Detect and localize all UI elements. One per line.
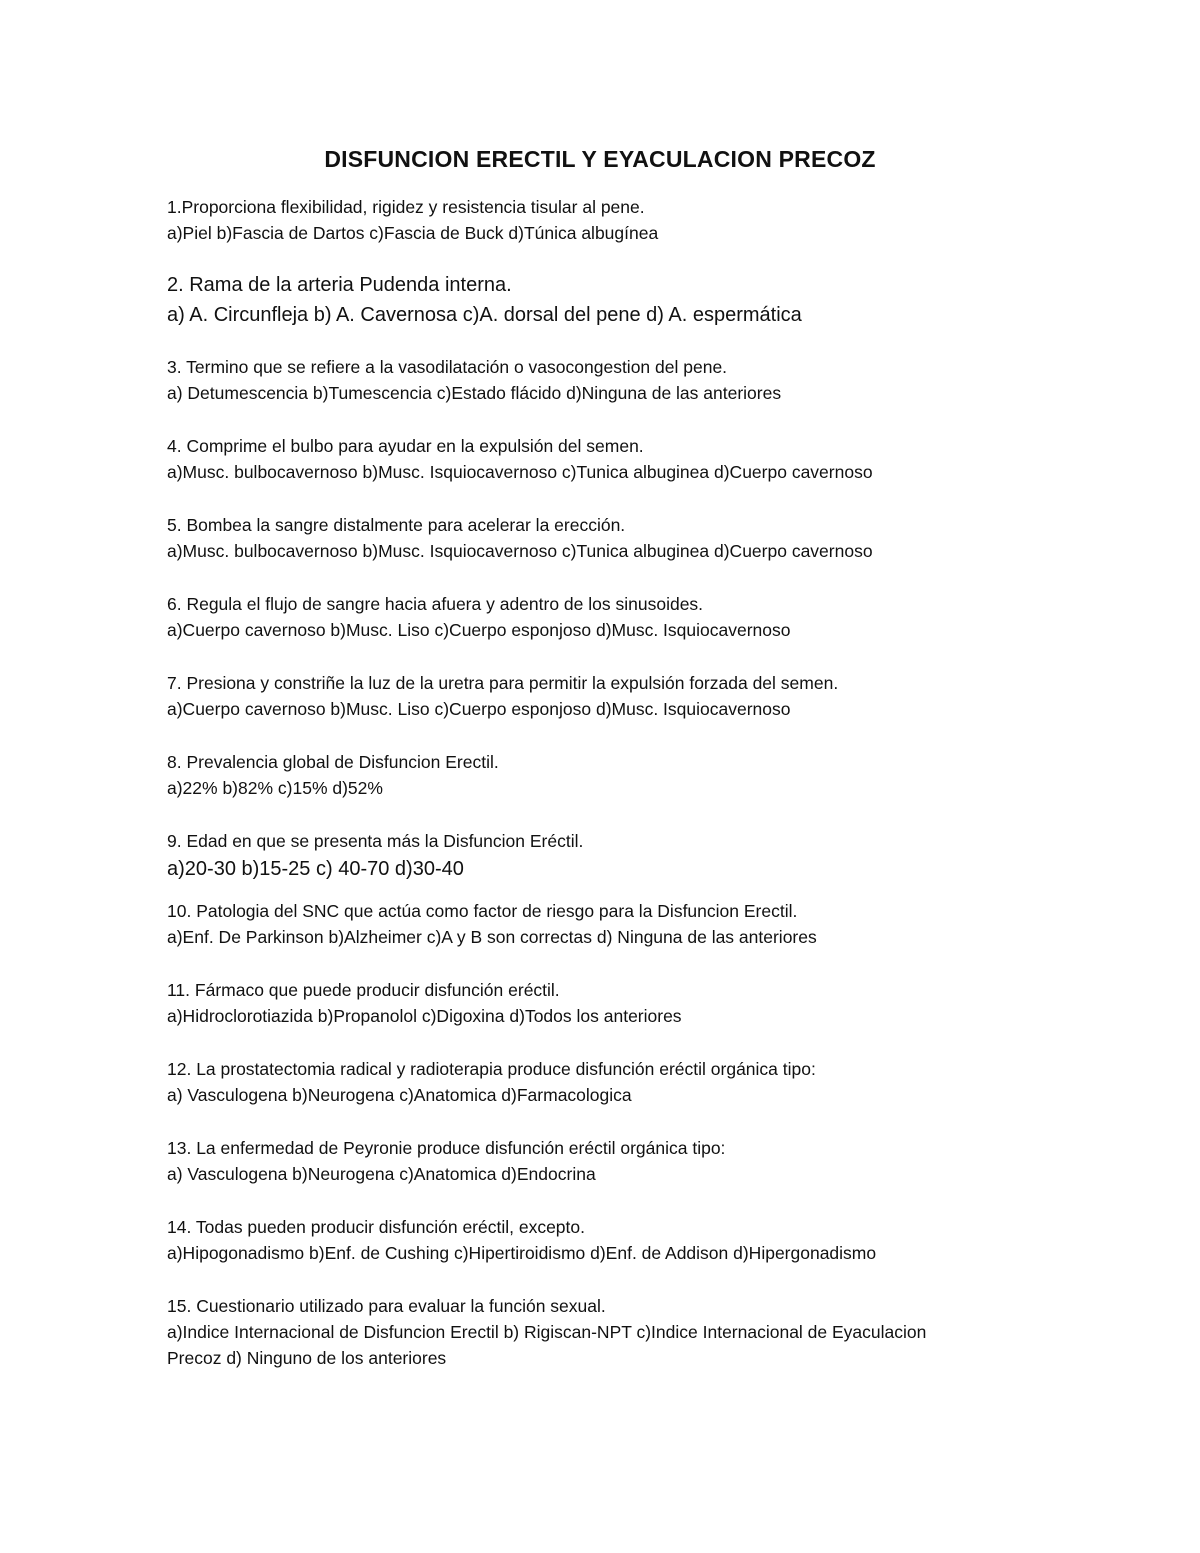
question-options: a) Detumescencia b)Tumescencia c)Estado flácido d)Ninguna de las anteriores: [167, 383, 782, 403]
question-text: 8. Prevalencia global de Disfuncion Erectil.: [167, 752, 499, 772]
question-options: a)Hipogonadismo b)Enf. de Cushing c)Hipertiroidismo d)Enf. de Addison d)Hipergonadismo: [167, 1243, 877, 1263]
question-10: [167, 898, 1067, 950]
question-2: [167, 270, 1067, 330]
question-options: a) Vasculogena b)Neurogena c)Anatomica d)Endocrina: [167, 1164, 596, 1184]
question-4: [167, 433, 1067, 485]
question-options: a)Piel b)Fascia de Dartos c)Fascia de Buck d)Túnica albugínea: [167, 223, 659, 243]
question-options: a)Musc. bulbocavernoso b)Musc. Isquiocavernoso c)Tunica albuginea d)Cuerpo cavernoso: [167, 541, 873, 561]
question-8: [167, 749, 1067, 801]
question-text: 13. La enfermedad de Peyronie produce disfunción eréctil orgánica tipo:: [167, 1138, 726, 1158]
question-text: 14. Todas pueden producir disfunción eréctil, excepto.: [167, 1217, 586, 1237]
question-text: 15. Cuestionario utilizado para evaluar la función sexual.: [167, 1296, 606, 1316]
question-3: [167, 354, 1067, 406]
question-7: [167, 670, 1067, 722]
question-1: [167, 194, 1067, 246]
question-text: 1.Proporciona flexibilidad, rigidez y resistencia tisular al pene.: [167, 197, 645, 217]
question-options: a)22% b)82% c)15% d)52%: [167, 778, 383, 798]
question-5: [167, 512, 1067, 564]
question-options: a) Vasculogena b)Neurogena c)Anatomica d)Farmacologica: [167, 1085, 632, 1105]
question-14: [167, 1214, 1067, 1266]
question-text: 12. La prostatectomia radical y radioterapia produce disfunción eréctil orgánica tipo:: [167, 1059, 816, 1079]
page-title: DISFUNCION ERECTIL Y EYACULACION PRECOZ: [324, 146, 876, 172]
question-list: [167, 194, 1067, 1371]
question-6: [167, 591, 1067, 643]
question-12: [167, 1056, 1067, 1108]
question-text: 4. Comprime el bulbo para ayudar en la expulsión del semen.: [167, 436, 644, 456]
question-text: 9. Edad en que se presenta más la Disfuncion Eréctil.: [167, 831, 584, 851]
question-text: 2. Rama de la arteria Pudenda interna.: [167, 274, 512, 296]
question-text: 5. Bombea la sangre distalmente para acelerar la erección.: [167, 515, 626, 535]
question-options: a)Cuerpo cavernoso b)Musc. Liso c)Cuerpo esponjoso d)Musc. Isquiocavernoso: [167, 620, 791, 640]
question-options: a)20-30 b)15-25 c) 40-70 d)30-40: [167, 858, 464, 880]
question-text: 3. Termino que se refiere a la vasodilatación o vasocongestion del pene.: [167, 357, 728, 377]
question-text: 7. Presiona y constriñe la luz de la uretra para permitir la expulsión forzada del semen.: [167, 673, 839, 693]
question-options: a)Enf. De Parkinson b)Alzheimer c)A y B son correctas d) Ninguna de las anteriores: [167, 927, 817, 947]
question-options: a)Musc. bulbocavernoso b)Musc. Isquiocavernoso c)Tunica albuginea d)Cuerpo cavernoso: [167, 462, 873, 482]
question-9: [167, 828, 1067, 884]
question-13: [167, 1135, 1067, 1187]
question-11: [167, 977, 1067, 1029]
question-text: 6. Regula el flujo de sangre hacia afuera y adentro de los sinusoides.: [167, 594, 704, 614]
question-text: 11. Fármaco que puede producir disfunción eréctil.: [167, 980, 560, 1000]
question-options-continued: Precoz d) Ninguno de los anteriores: [167, 1348, 447, 1368]
question-options: a)Indice Internacional de Disfuncion Erectil b) Rigiscan-NPT c)Indice Internacional de Eyaculacion: [167, 1322, 927, 1342]
question-15: [167, 1293, 1067, 1371]
question-options: a)Hidroclorotiazida b)Propanolol c)Digoxina d)Todos los anteriores: [167, 1006, 682, 1026]
question-options: a) A. Circunfleja b) A. Cavernosa c)A. dorsal del pene d) A. espermática: [167, 304, 802, 326]
question-text: 10. Patologia del SNC que actúa como factor de riesgo para la Disfuncion Erectil.: [167, 901, 798, 921]
question-options: a)Cuerpo cavernoso b)Musc. Liso c)Cuerpo esponjoso d)Musc. Isquiocavernoso: [167, 699, 791, 719]
